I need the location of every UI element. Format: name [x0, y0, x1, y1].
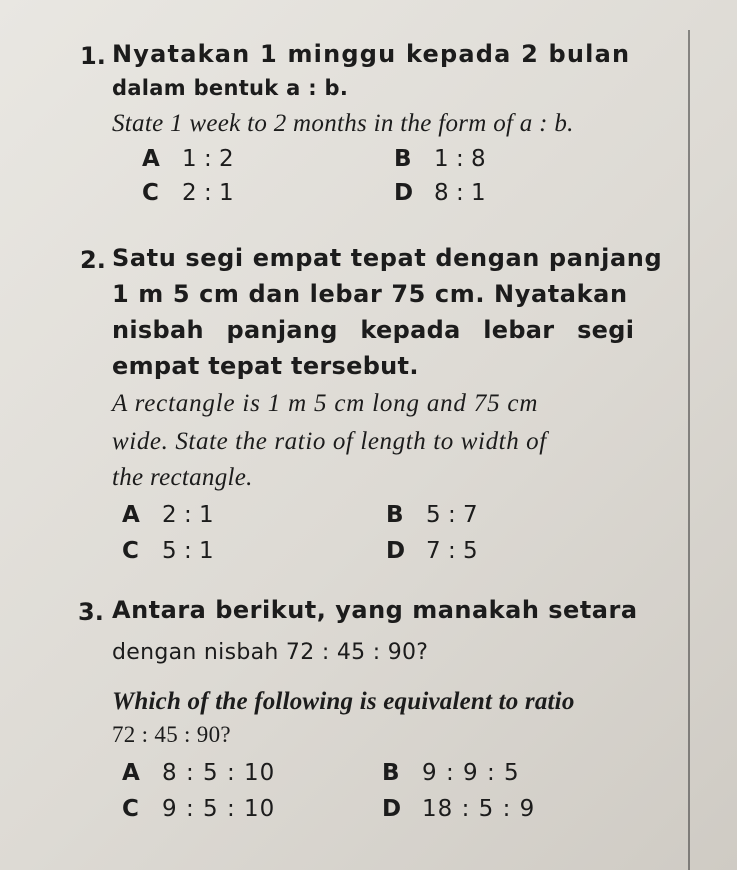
question-2-number: 2.	[80, 246, 106, 274]
question-3-number: 3.	[78, 598, 104, 626]
question-1-malay-line-1: Nyatakan 1 minggu kepada 2 bulan	[112, 40, 631, 68]
question-3-option-a[interactable]: A 8 : 5 : 10	[122, 760, 276, 786]
question-2-malay-line-1: Satu segi empat tepat dengan panjang	[112, 244, 663, 272]
question-2-english-line-3: the rectangle.	[112, 464, 253, 491]
question-2-english-line-1: A rectangle is 1 m 5 cm long and 75 cm	[112, 390, 539, 417]
question-1-number: 1.	[80, 42, 106, 70]
question-3-option-d[interactable]: D 18 : 5 : 9	[382, 796, 536, 822]
question-1-malay-line-2: dalam bentuk a : b.	[112, 76, 349, 100]
question-2-malay-line-3: nisbah panjang kepada lebar segi	[112, 316, 635, 344]
question-3-english-line-2: 72 : 45 : 90?	[112, 722, 231, 747]
question-3-malay-line-2: dengan nisbah 72 : 45 : 90?	[112, 640, 429, 665]
question-2-option-b[interactable]: B 5 : 7	[386, 502, 478, 528]
question-1-option-d[interactable]: D 8 : 1	[394, 180, 486, 206]
question-2-option-d[interactable]: D 7 : 5	[386, 538, 478, 564]
question-2-malay-line-2: 1 m 5 cm dan lebar 75 cm. Nyatakan	[112, 280, 628, 308]
question-2-malay-line-4: empat tepat tersebut.	[112, 352, 419, 380]
question-1-english-line-1: State 1 week to 2 months in the form of a : b.	[112, 110, 574, 137]
question-2-english-line-2: wide. State the ratio of length to width of	[112, 428, 547, 455]
question-3-option-b[interactable]: B 9 : 9 : 5	[382, 760, 520, 786]
question-3-english-line-1: Which of the following is equivalent to ratio	[112, 688, 575, 715]
question-3-option-c[interactable]: C 9 : 5 : 10	[122, 796, 276, 822]
question-2-option-a[interactable]: A 2 : 1	[122, 502, 214, 528]
question-1-option-a[interactable]: A 1 : 2	[142, 146, 234, 172]
question-1-option-b[interactable]: B 1 : 8	[394, 146, 486, 172]
question-1-option-c[interactable]: C 2 : 1	[142, 180, 234, 206]
question-2-option-c[interactable]: C 5 : 1	[122, 538, 214, 564]
margin-line	[688, 30, 690, 870]
question-3-malay-line-1: Antara berikut, yang manakah setara	[112, 596, 638, 624]
